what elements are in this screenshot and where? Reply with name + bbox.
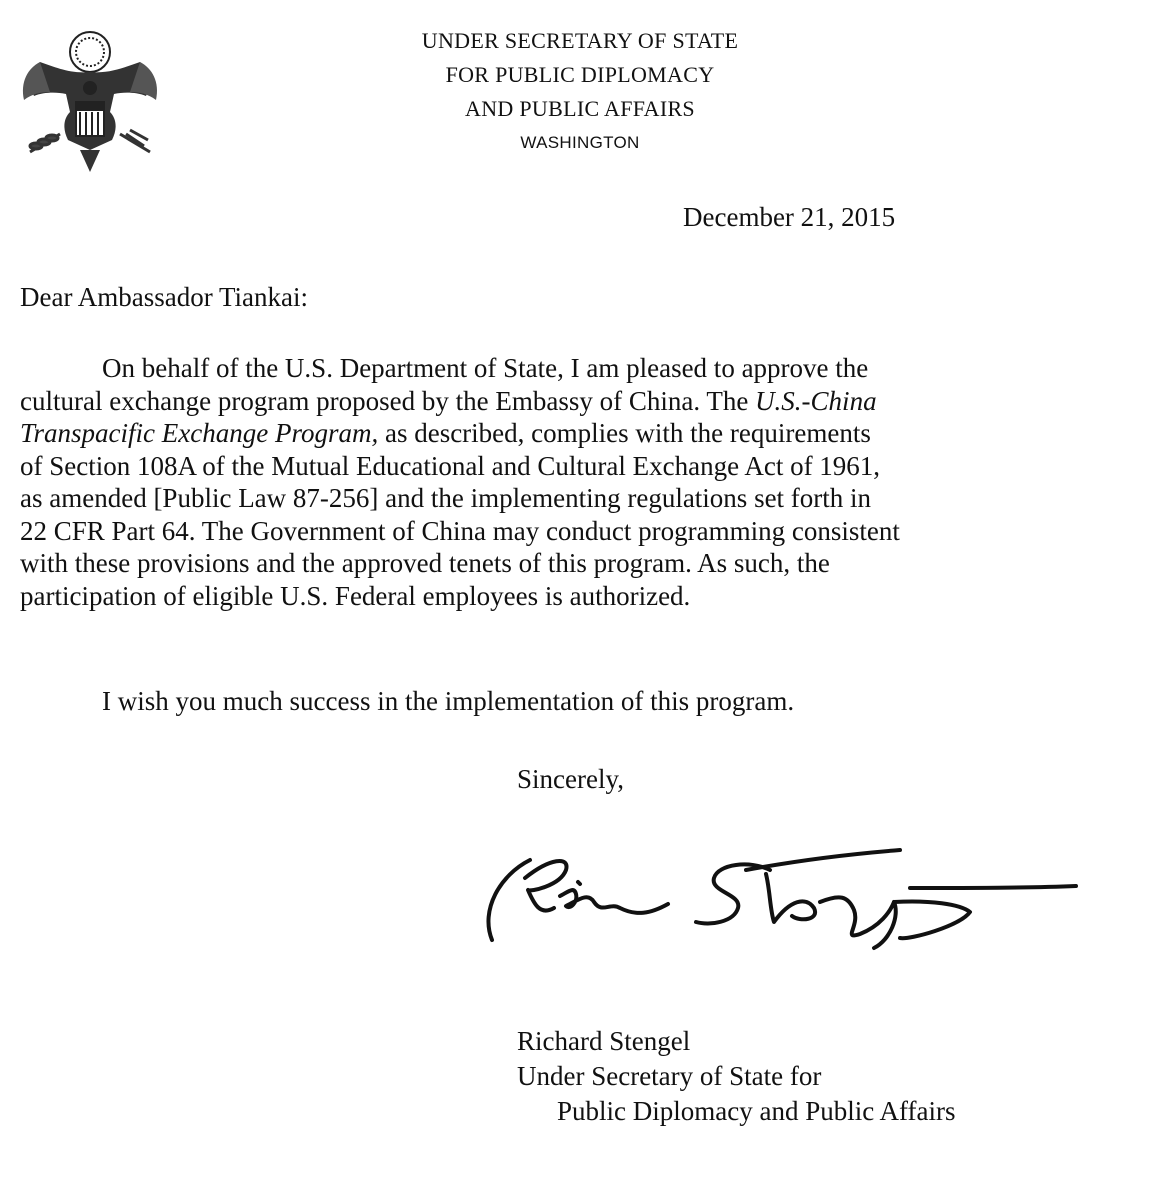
- body-text: as described, complies with the requirements: [378, 418, 871, 448]
- letterhead: [300, 24, 860, 160]
- letterhead-city: WASHINGTON: [520, 133, 640, 152]
- body-text: cultural exchange program proposed by the Embassy of China. The: [20, 385, 756, 416]
- body-line: of Section 108A of the Mutual Educational and Cultural Exchange Act of 1961,: [20, 450, 881, 481]
- body-line: On behalf of the U.S. Department of State, I am pleased to approve the: [102, 353, 869, 383]
- salutation: Dear Ambassador Tiankai:: [20, 282, 308, 312]
- signer-title: Under Secretary of State for: [517, 1061, 822, 1091]
- sign-off: Sincerely,: [517, 764, 624, 794]
- letterhead-line-3: AND PUBLIC AFFAIRS: [465, 96, 695, 121]
- signer-name: Richard Stengel: [517, 1026, 691, 1056]
- program-name-part: Transpacific Exchange Program,: [20, 418, 379, 448]
- handwritten-signature: [470, 830, 1090, 960]
- body-line: [20, 417, 1145, 450]
- letter-body: [20, 352, 1145, 612]
- body-line: with these provisions and the approved tenets of this program. As such, the: [20, 548, 830, 578]
- program-name-part: U.S.-China: [755, 385, 877, 416]
- signer-title-continued: Public Diplomacy and Public Affairs: [557, 1096, 956, 1126]
- body-line: [20, 385, 1145, 418]
- letterhead-line-2: FOR PUBLIC DIPLOMACY: [445, 62, 715, 87]
- letterhead-line-1: UNDER SECRETARY OF STATE: [421, 28, 739, 53]
- body-line: 22 CFR Part 64. The Government of China may conduct programming consistent: [20, 515, 900, 546]
- body-line: as amended [Public Law 87-256] and the implementing regulations set forth in: [20, 483, 872, 513]
- signer-block: [517, 1024, 955, 1129]
- great-seal-eagle-icon: [10, 22, 170, 182]
- closing-sentence: I wish you much success in the implementation of this program.: [102, 686, 795, 716]
- letter-date: December 21, 2015: [683, 202, 896, 232]
- body-line: participation of eligible U.S. Federal employees is authorized.: [20, 580, 691, 611]
